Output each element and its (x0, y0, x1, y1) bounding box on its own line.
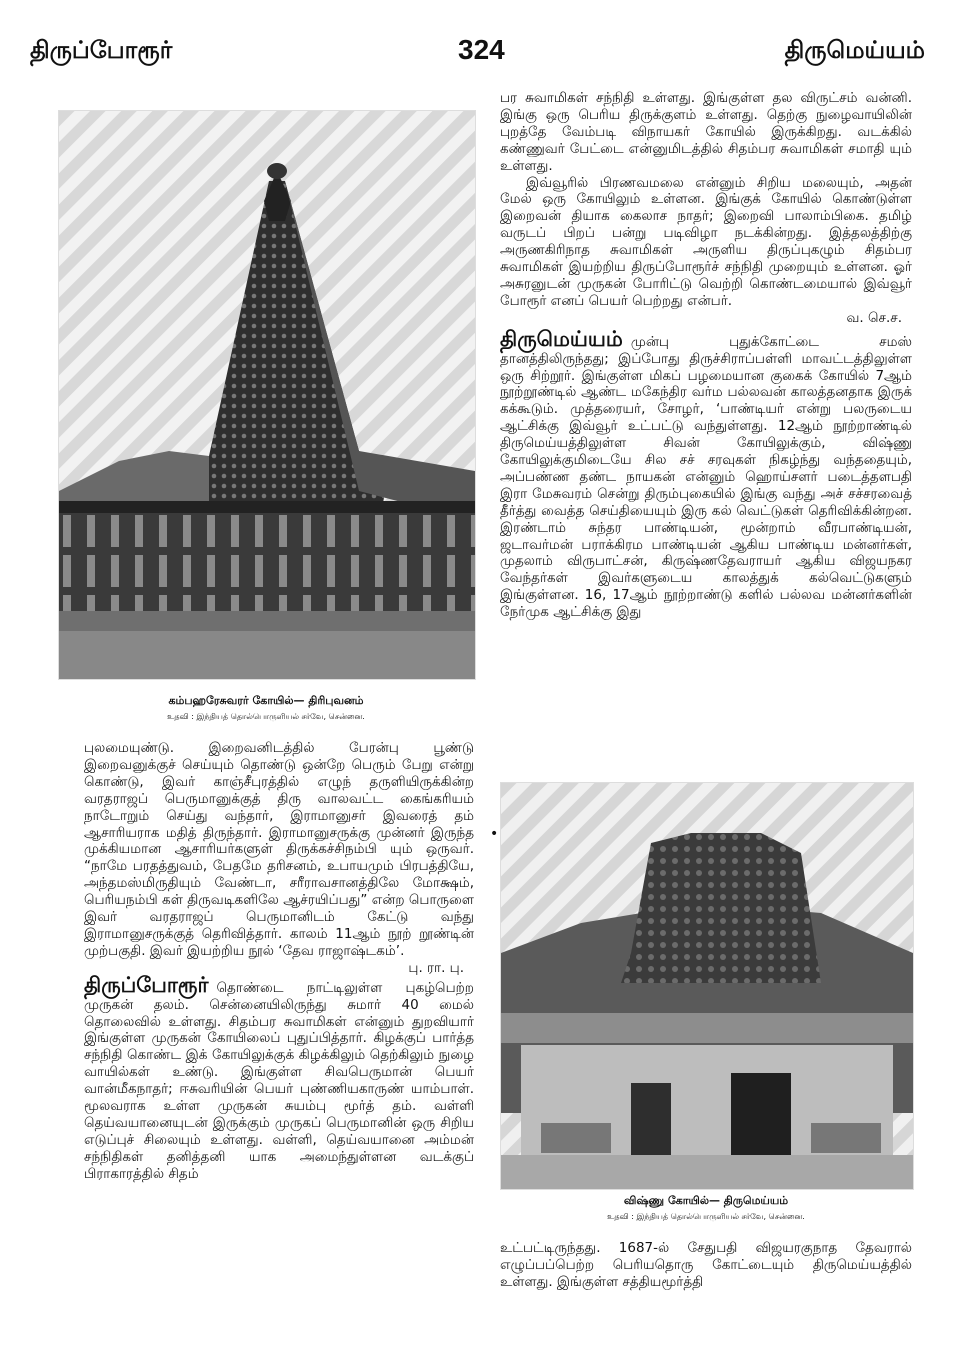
entry-heading: திருப்போரூர் (84, 972, 209, 997)
paragraph: புலமையுண்டு. இறைவனிடத்தில் பேரன்பு பூண்டு இறைவனுக்குச் செய்யும் தொண்டு ஒன்றே பெரும் பேறு என்று கொண்டு, இவர் காஞ்சீபுரத்தில் எழுந் தருளியிருக்கின்ற வரதராஜப் பெருமானுக்குத் திரு வாலவட்ட கைங்கரியம் நாடோறும் செய்து வந்தார், இராமானுசர் இவரைத் தம் ஆசாரியராக மதித் திருந்தார். இராமானுசருக்கு முன்னர் இருந்த முக்கியமான ஆசாரியர்களுள் திருக்கச்சிநம்பி யும் ஒருவர். “நாமே பரதத்துவம், பேதமே தரிசனம், உபாயமும் பிரபத்தியே, அந்தமஸ்மிருதியும் வேண்டா, சரீராவசானத்திலே மோக்ஷம், பெரியநம்பி கள் திருவடிகளிலே ஆச்ரயிப்பது” என்ற பொருளை இவர் வரதராஜப் பெருமானிடம் கேட்டு வந்து இராமானுசருக்குத் தெரிவித்தார். காலம் 11ஆம் நூற் றூண்டின் முற்பகுதி. இவர் இயற்றிய நூல் ‘தேவ ராஜாஷ்டகம்’. (84, 740, 474, 959)
figure-credit: உதவி : இந்தியத் தொல்பொருளியல் சர்வே, சென்னை. (607, 1212, 805, 1221)
paragraph: தொண்டை நாட்டிலுள்ள புகழ்பெற்ற முருகன் தலம். சென்னையிலிருந்து சுமார் 40 மைல் தொலைவில் உள்ளது. சிதம்பர சுவாமிகள் என்னும் துறவியார் இங்குள்ள முருகன் கோயிலைப் புதுப்பித்தார். கிழக்குப் பார்த்த சந்நிதி கொண்ட இக் கோயிலுக்குக் கிழக்கிலும் தெற்கிலும் நுழை வாயில்கள் உண்டு. இங்குள்ள சிவபெருமான் பெயர் வான்மீகநாதர்; ஈசுவரியின் பெயர் புண்ணியகாருண் யாம்பாள். மூலவராக உள்ள முருகன் சுயம்பு மூர்த் தம். வள்ளி தெய்வயானையுடன் இருக்கும் முருகப் பெருமானின் ஒரு சிறிய எடுப்புச் சிலையும் உள்ளது. வள்ளி, தெய்வயானை அம்மன் சந்நிதிகள் தனித்தனி யாக அமைந்துள்ளன வடக்குப் பிராகாரத்தில் சிதம் (84, 979, 474, 1182)
author-initials: பு. ரா. பு. (408, 959, 464, 976)
figure-credit: உதவி : இந்தியத் தொல்பொருளியல் சர்வே, சென்னை. (167, 712, 365, 721)
figure-caption: கம்பஹரேசுவரர் கோயில்— திரிபுவனம் (168, 694, 364, 707)
entry-heading: திருமெய்யம் (500, 326, 623, 351)
running-head-left: திருப்போரூர் (30, 36, 173, 64)
page-number: 324 (458, 34, 505, 65)
right-column (500, 90, 912, 621)
margin-mark: • (490, 826, 499, 842)
temple-tower-photo (58, 110, 476, 680)
running-head-right: திருமெய்யம் (784, 36, 925, 64)
left-column (84, 740, 474, 1183)
right-column-continued (500, 1240, 912, 1291)
vishnu-temple-photo (500, 782, 914, 1190)
figure-caption: விஷ்ணு கோயில்— திருமெய்யம் (623, 1194, 789, 1207)
paragraph: இவ்வூரில் பிரணவமலை என்னும் சிறிய மலையும், அதன் மேல் ஒரு கோயிலும் உள்ளன. இங்குக் கோயில் கொண்டுள்ள இறைவன் தியாக கைலாச நாதர்; இறைவி பாலாம்பிகை. தமிழ் வருடப் பிறப் பன்று படிவிழா நடக்கின்றது. இத்தலத்திற்கு அருணகிரிநாத சுவாமிகள் அருளிய திருப்புகழும் சிதம்பர சுவாமிகள் இயற்றிய திருப்போரூர்ச் சந்நிதி முறையும் உள்ளன. ஓர் அசுரனுடன் முருகன் போரிட்டு வெற்றி கொண்டமையால் இவ்வூர் போரூர் எனப் பெயர் பெற்றது என்பர். (500, 174, 912, 309)
paragraph: முன்பு புதுக்கோட்டை சமஸ் தானத்திலிருந்தது; இப்போது திருச்சிராப்பள்ளி மாவட்டத்திலுள்ள ஒரு சிற்றூர். இங்குள்ள மிகப் பழமையான குகைக் கோயில் 7ஆம் நூற்றூண்டில் ஆண்ட மகேந்திர வர்ம பல்லவன் காலத்தனதாக இருக் கக்கூடும். முத்தரையர், சோழர், ‘பாண்டியர் என்று பலருடைய ஆட்சிக்கு இவ்வூர் உட்பட்டு வந்துள்ளது. 12ஆம் நூற்றாண்டில் திருமெய்யத்திலுள்ள சிவன் கோயிலுக்கும், விஷ்ணு கோயிலுக்குமிடையே சில சச் சரவுகள் நிகழ்ந்து வந்ததையும், அப்பண்ண தண்ட நாயகன் என்னும் ஹொய்சளர் படைத்தளபதி இரா மேசுவரம் சென்று திரும்புகையில் இங்கு வந்து அச் சச்சரவைத் தீர்த்து வைத்த செய்தியையும் இரு கல் வெட்டுகள் தெரிவிக்கின்றன. இரண்டாம் சுந்தர பாண்டியன், மூன்றாம் வீரபாண்டியன், ஜடாவர்மன் பராக்கிரம பாண்டியன் ஆகிய பாண்டிய மன்னர்கள், முதலாம் விருபாட்சன், கிருஷ்ணதேவராயர் ஆகிய விஜயநகர வேந்தர்கள் இவர்களுடைய காலத்துக் கல்வெட்டுகளும் இங்குள்ளன. 16, 17ஆம் நூற்றாண்டு களில் பல்லவ மன்னர்களின் நேர்முக ஆட்சிக்கு இது (500, 333, 912, 621)
paragraph: உட்பட்டிருந்தது. 1687-ல் சேதுபதி விஜயரகுநாத தேவரால் எழுப்பப்பெற்ற பெரியதொரு கோட்டையும் திருமெய்யத்தில் உள்ளது. இங்குள்ள சத்தியமூர்த்தி (500, 1240, 912, 1290)
paragraph: பர சுவாமிகள் சந்நிதி உள்ளது. இங்குள்ள தல விருட்சம் வன்னி. இங்கு ஒரு பெரிய திருக்குளம் உள்ளது. தெற்கு நுழைவாயிலின் புறத்தே வேம்படி விநாயகர் கோயில் இருக்கிறது. வடக்கில் கண்ணுவர் பேட்டை என்னுமிடத்தில் சிதம்பர சுவாமிகள் சமாதி யும் உள்ளது. (500, 90, 912, 174)
author-initials: வ. செ.ச. (846, 309, 902, 326)
